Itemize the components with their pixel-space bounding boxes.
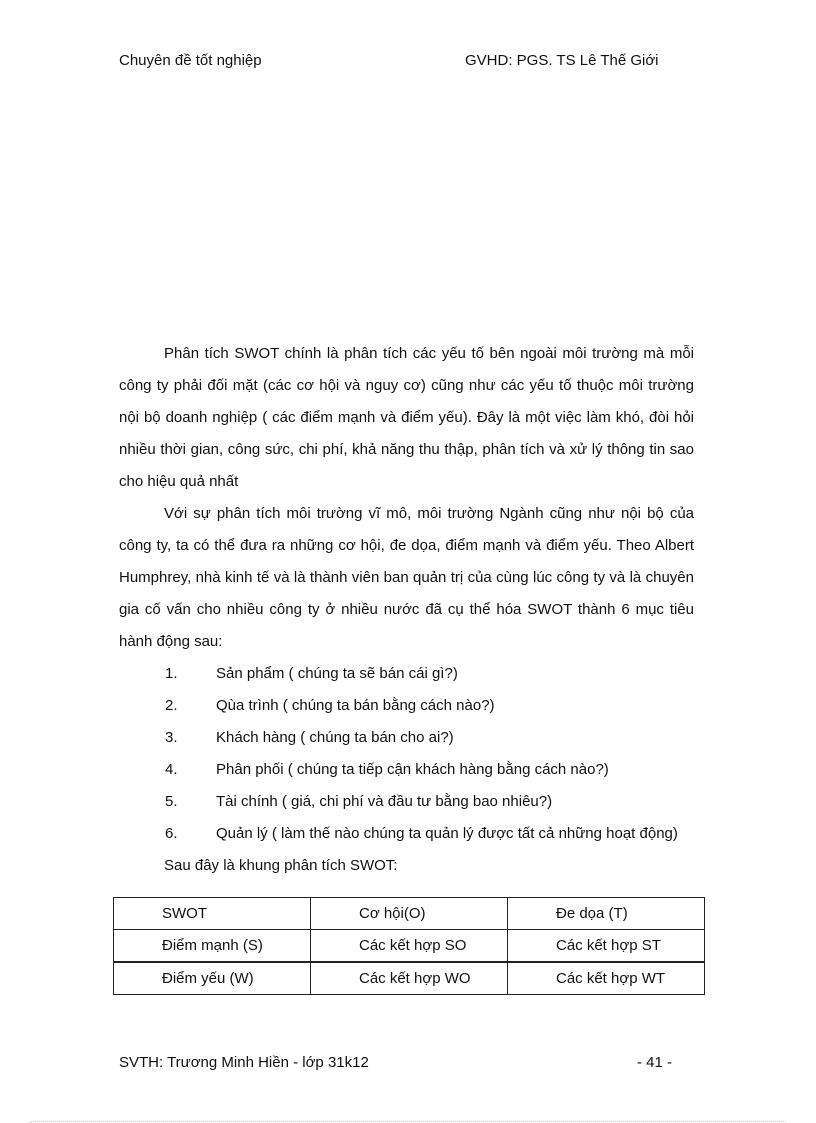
table-intro: Sau đây là khung phân tích SWOT:	[164, 857, 398, 874]
table-cell: Cơ hội(O)	[311, 898, 508, 930]
list-text: Qùa trình ( chúng ta bán bằng cách nào?)	[216, 697, 495, 714]
list-number: 1.	[165, 665, 178, 682]
list-text: Tài chính ( giá, chi phí và đầu tư bằng bao nhiêu?)	[216, 793, 553, 810]
list-item	[119, 690, 694, 722]
list-item	[119, 658, 694, 690]
list-number: 3.	[165, 729, 178, 746]
header-right: GVHD: PGS. TS Lê Thế Giới	[465, 52, 659, 69]
main-content	[119, 338, 694, 882]
table-row	[114, 930, 705, 963]
paragraph-humphrey: Với sự phân tích môi trường vĩ mô, môi trường Ngành cũng như nội bộ của công ty, ta có thể đưa ra những cơ hội, đe dọa, điểm mạnh và điểm yếu. Theo Albert Humphrey, nhà kinh tế và là thành viên ban quản trị của cùng lúc công ty và là chuyên gia cố vấn cho nhiều công ty ở nhiều nước đã cụ thể hóa SWOT thành 6 mục tiêu hành động sau:	[119, 505, 694, 650]
list-item	[119, 818, 694, 850]
page-bottom-divider	[30, 1121, 786, 1122]
paragraph-swot-intro: Phân tích SWOT chính là phân tích các yếu tố bên ngoài môi trường mà mỗi công ty phải đối mặt (các cơ hội và nguy cơ) cũng như các yếu tố thuộc môi trường nội bộ doanh nghiệp ( các điểm mạnh và điểm yếu). Đây là một việc làm khó, đòi hỏi nhiều thời gian, công sức, chi phí, khả năng thu thập, phân tích và xử lý thông tin sao cho hiệu quả nhất	[119, 345, 694, 490]
list-item	[119, 786, 694, 818]
table-cell: SWOT	[114, 898, 311, 930]
list-number: 5.	[165, 793, 178, 810]
table-cell: Các kết hợp WT	[508, 962, 705, 995]
table-cell: Các kết hợp WO	[311, 962, 508, 995]
swot-table-container	[113, 897, 705, 995]
list-text: Khách hàng ( chúng ta bán cho ai?)	[216, 729, 454, 746]
page-number: - 41 -	[637, 1054, 673, 1071]
swot-table	[113, 897, 705, 995]
table-cell: Đe dọa (T)	[508, 898, 705, 930]
list-number: 2.	[165, 697, 178, 714]
action-goals-list	[119, 658, 694, 850]
header-left: Chuyên đề tốt nghiệp	[119, 52, 262, 69]
footer-left: SVTH: Trương Minh Hiền - lớp 31k12	[119, 1054, 369, 1071]
table-cell: Điểm yếu (W)	[114, 962, 311, 995]
table-cell: Điểm mạnh (S)	[114, 930, 311, 963]
list-item	[119, 722, 694, 754]
table-row	[114, 898, 705, 930]
table-cell: Các kết hợp ST	[508, 930, 705, 963]
list-text: Quản lý ( làm thế nào chúng ta quản lý được tất cả những hoạt động)	[216, 825, 678, 842]
table-row	[114, 962, 705, 995]
list-item	[119, 754, 694, 786]
list-number: 6.	[165, 825, 178, 842]
list-text: Sản phẩm ( chúng ta sẽ bán cái gì?)	[216, 665, 458, 682]
list-text: Phân phối ( chúng ta tiếp cận khách hàng bằng cách nào?)	[216, 761, 609, 778]
list-number: 4.	[165, 761, 178, 778]
table-cell: Các kết hợp SO	[311, 930, 508, 963]
